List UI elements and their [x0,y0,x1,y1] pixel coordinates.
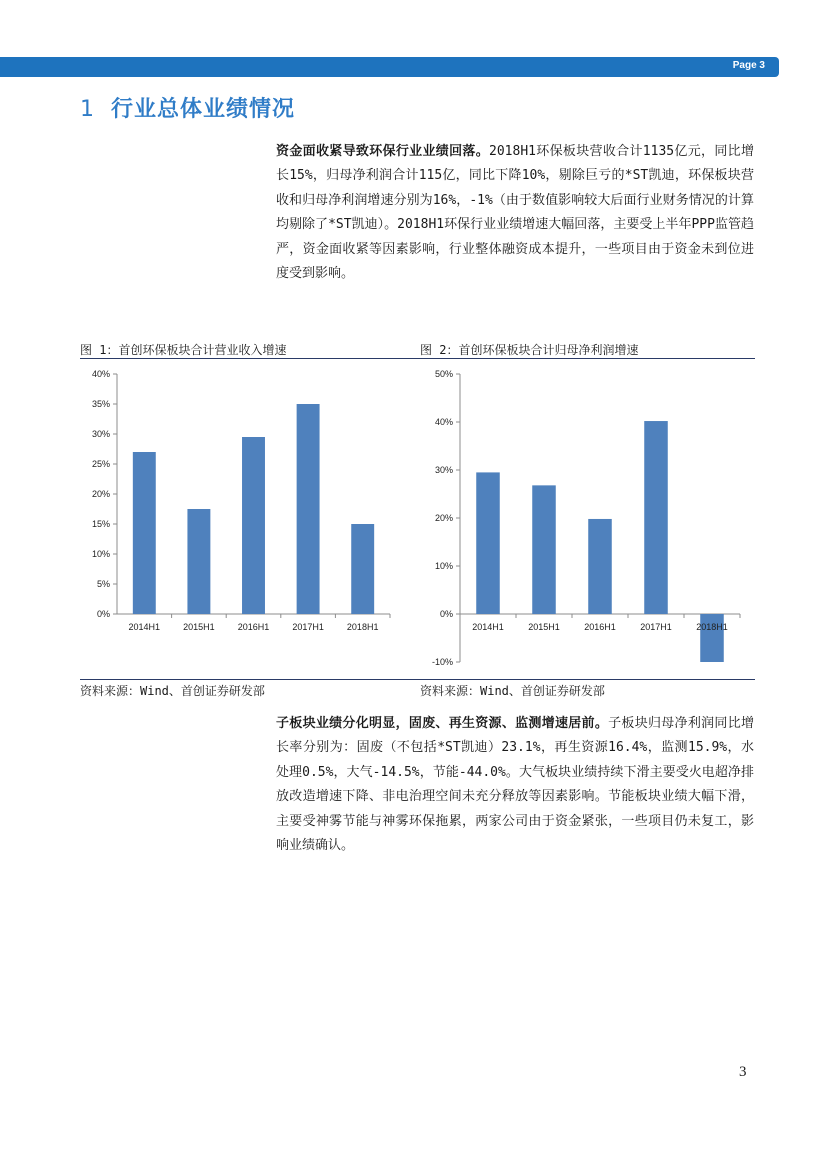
y-tick-label: 35% [91,399,110,409]
paragraph-1-lead: 资金面收紧导致环保行业业绩回落。 [276,144,490,159]
paragraph-2-lead: 子板块业绩分化明显，固废、再生资源、监测增速居前。 [276,716,609,731]
revenue-growth-chart [80,362,400,642]
x-tick-label: 2018H1 [696,622,728,632]
bar-2018H1 [351,524,374,614]
bar-2014H1 [476,472,500,614]
y-tick-label: 50% [434,369,453,379]
header-bar [0,57,779,77]
bar-2016H1 [588,519,612,614]
x-tick-label: 2016H1 [584,622,616,632]
x-tick-label: 2014H1 [128,622,161,632]
section-title [80,92,295,123]
y-tick-label: 5% [96,579,110,589]
bar-2015H1 [187,509,210,614]
bar-2014H1 [133,452,156,614]
figure-2-caption: 图 2：首创环保板块合计归母净利润增速 [420,343,639,357]
y-tick-label: 10% [434,561,453,571]
y-tick-label: 40% [434,417,453,427]
y-tick-label: 20% [91,489,110,499]
figure-bottom-rule [80,679,755,680]
x-tick-label: 2018H1 [346,622,379,632]
x-tick-label: 2017H1 [640,622,672,632]
paragraph-2 [276,712,754,858]
bar-2017H1 [644,421,668,614]
header-page-label: Page 3 [732,60,765,71]
x-tick-label: 2015H1 [528,622,560,632]
figure-2-source: 资料来源：Wind、首创证券研发部 [420,684,605,698]
bar-2016H1 [242,437,265,614]
section-title-text: 行业总体业绩情况 [111,97,296,122]
net-profit-growth-chart [420,362,755,674]
figure-1-source: 资料来源：Wind、首创证券研发部 [80,684,265,698]
x-tick-label: 2015H1 [183,622,215,632]
x-tick-label: 2016H1 [237,622,270,632]
paragraph-1-body: 2018H1环保板块营收合计1135亿元，同比增长15%，归母净利润合计115亿，同比下降10%，剔除巨亏的*ST凯迪，环保板块营收和归母净利润增速分别为16%，-1%（由于数值影响较大后面行业财务情况的计算均剔除了*ST凯迪）。2018H1环保行业业绩增速大幅回落，主要受上半年PPP监管趋严，资金面收紧等因素影响，行业整体融资成本提升，一些项目由于资金未到位进度受到影响。 [276,144,754,282]
y-tick-label: -10% [431,657,453,667]
bar-2015H1 [532,485,556,614]
y-tick-label: 0% [96,609,110,619]
y-tick-label: 0% [439,609,453,619]
bar-2017H1 [297,404,320,614]
x-tick-label: 2014H1 [472,622,504,632]
y-tick-label: 25% [91,459,110,469]
y-tick-label: 10% [91,549,110,559]
y-tick-label: 40% [91,369,110,379]
y-tick-label: 20% [434,513,453,523]
x-tick-label: 2017H1 [292,622,324,632]
y-tick-label: 30% [434,465,453,475]
figure-top-rule [80,358,755,359]
figure-1-caption: 图 1：首创环保板块合计营业收入增速 [80,343,287,357]
paragraph-1 [276,140,754,286]
y-tick-label: 15% [91,519,110,529]
section-number: 1 [80,97,95,122]
paragraph-2-body: 子板块归母净利润同比增长率分别为：固废（不包括*ST凯迪）23.1%，再生资源16.4%，监测15.9%，水处理0.5%，大气-14.5%，节能-44.0%。大气板块业绩持续下滑主要受火电超净排放改造增速下降、非电治理空间未充分释放等因素影响。节能板块业绩大幅下滑，主要受神雾节能与神雾环保拖累，两家公司由于资金紧张，一些项目仍未复工，影响业绩确认。 [276,716,754,854]
y-tick-label: 30% [91,429,110,439]
page-number: 3 [739,1064,747,1080]
